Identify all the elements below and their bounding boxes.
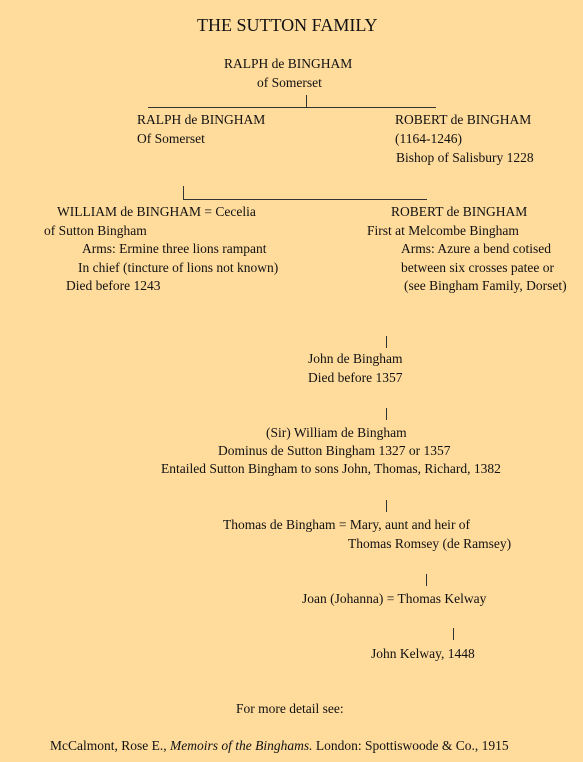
william-name: WILLIAM de BINGHAM = Cecelia bbox=[57, 204, 256, 219]
robert-bishop-dates: (1164-1246) bbox=[395, 131, 462, 146]
sir-william-entailed: Entailed Sutton Bingham to sons John, Thomas, Richard, 1382 bbox=[161, 461, 501, 476]
john-kelway-name: John Kelway, 1448 bbox=[371, 646, 475, 661]
ralph-child-name: RALPH de BINGHAM bbox=[137, 112, 266, 127]
robert-bishop-name: ROBERT de BINGHAM bbox=[395, 112, 532, 127]
william-arms-line1: Arms: Ermine three lions rampant bbox=[82, 241, 267, 256]
connector-drop-gen2 bbox=[183, 186, 184, 199]
citation-author: McCalmont, Rose E., bbox=[50, 738, 170, 753]
sir-william-dominus: Dominus de Sutton Bingham 1327 or 1357 bbox=[218, 443, 451, 458]
connector-drop-john-kelway bbox=[453, 628, 454, 640]
william-place: of Sutton Bingham bbox=[44, 223, 147, 238]
robert-bishop-office: Bishop of Salisbury 1228 bbox=[396, 150, 534, 165]
citation-work: Memoirs of the Binghams. bbox=[170, 738, 313, 753]
connector-drop-sir-william bbox=[386, 408, 387, 420]
ralph-root-name: RALPH de BINGHAM bbox=[224, 56, 353, 71]
robert-melcombe-arms-line1: Arms: Azure a bend cotised bbox=[401, 241, 551, 256]
connector-drop-thomas bbox=[386, 500, 387, 512]
ralph-child-place: Of Somerset bbox=[137, 131, 205, 146]
joan-name: Joan (Johanna) = Thomas Kelway bbox=[302, 591, 487, 606]
william-arms-line2: In chief (tincture of lions not known) bbox=[78, 260, 279, 275]
connector-line-gen1 bbox=[148, 107, 436, 108]
sir-william-name: (Sir) William de Bingham bbox=[266, 425, 407, 440]
thomas-heir: Thomas Romsey (de Ramsey) bbox=[348, 536, 512, 551]
john-name: John de Bingham bbox=[308, 351, 403, 366]
connector-line-gen2 bbox=[183, 199, 427, 200]
robert-melcombe-name: ROBERT de BINGHAM bbox=[391, 204, 528, 219]
connector-drop-joan bbox=[426, 574, 427, 586]
more-detail-label: For more detail see: bbox=[236, 701, 344, 716]
robert-melcombe-arms-line2: between six crosses patee or bbox=[401, 260, 554, 275]
thomas-name: Thomas de Bingham = Mary, aunt and heir of bbox=[223, 517, 471, 532]
connector-drop-john bbox=[386, 336, 387, 348]
robert-melcombe-place: First at Melcombe Bingham bbox=[367, 223, 519, 238]
citation-publisher: London: Spottiswoode & Co., 1915 bbox=[312, 738, 509, 753]
william-died: Died before 1243 bbox=[66, 278, 161, 293]
ralph-root-place: of Somerset bbox=[257, 75, 322, 90]
citation bbox=[50, 737, 509, 755]
john-died: Died before 1357 bbox=[308, 370, 403, 385]
page-title: THE SUTTON FAMILY bbox=[197, 15, 378, 35]
robert-melcombe-reference: (see Bingham Family, Dorset) bbox=[404, 278, 567, 293]
connector-drop-gen1 bbox=[306, 95, 307, 107]
